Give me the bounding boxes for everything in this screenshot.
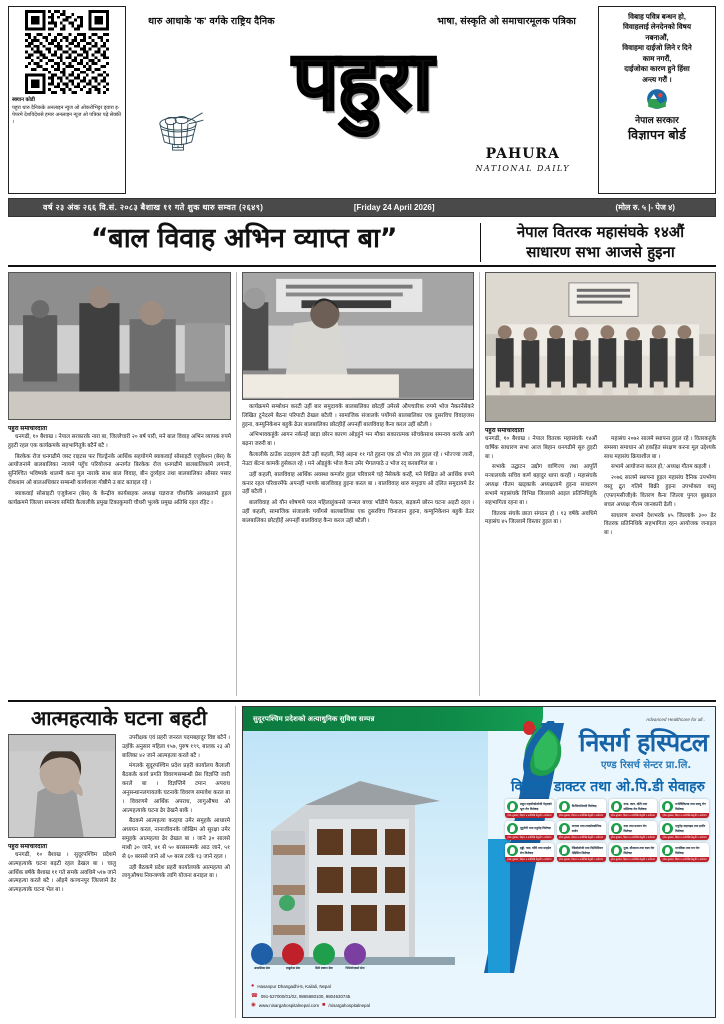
headline-row [8, 223, 716, 267]
government-ad-box [598, 6, 716, 194]
tagline-right: भाषा, संस्कृति ओ समाचारमूलक पत्रिका [437, 16, 576, 27]
service-card[interactable] [609, 799, 658, 818]
ad-icon-label: सिटी स्क्यान सेवा [315, 966, 333, 970]
hospital-brand-sub: एण्ड रिसर्च सेन्टर प्रा.लि. [601, 760, 692, 771]
service-note: हरेक बुधबार, बिहान ७ बजेदेखि बेलुकी ५ बजेसम्म [609, 857, 658, 862]
qr-description: पहुरा थारु दैनिकके अनलाइन न्युज ओ ओकरोभिट्टर ड्वारा इ-पेपरमे देशविदेशसे हमार अनलाइन न्युज ओ पत्रिका पढ़े सेक्की । [12, 104, 122, 125]
logo-english: PAHURA [485, 146, 560, 162]
service-note: हरेक बुधबार, बिहान ७ बजेदेखि बेलुकी ५ बजेसम्म [505, 835, 554, 840]
ambulance-icon [282, 943, 304, 965]
secondary-headline-line1: नेपाल वितरक महासंघके १४औं [516, 223, 685, 241]
ad-icon-item[interactable] [280, 943, 306, 973]
service-card[interactable] [660, 821, 709, 840]
service-title: मनोचिकित्सा तथा स्नायु रोग विशेषज्ञ [675, 802, 706, 811]
gov-line-6: अन्त्य गरौं । [642, 74, 672, 84]
contact-website[interactable]: www.nisargahospitalnepal.com [258, 1003, 320, 1009]
service-note: हरेक बुधबार, बिहान ७ बजेदेखि बेलुकी ५ बजेसम्म [660, 813, 709, 818]
issue-info-bar [8, 198, 716, 217]
service-card[interactable] [660, 799, 709, 818]
right-story-text [485, 435, 716, 538]
ad-icon-label: भिडियोएक्सरे सेवा [345, 966, 365, 970]
ad-icon-label: आकस्मिक सेवा [253, 966, 271, 970]
service-card[interactable] [660, 843, 709, 862]
service-title: जनरल तथा ल्याप्रोस्कोपिक सर्जन [571, 824, 602, 833]
service-title: मुटुरोगी तथा मधुमेह विशेषज्ञ [520, 826, 551, 831]
suicide-text-2 [122, 734, 230, 881]
main-story-mid-text [242, 403, 474, 526]
photo1-svg [9, 273, 230, 420]
contact-address: Hasanpur Dhangadhi-5, Kailali, Nepal [257, 984, 331, 990]
nepal-emblem-icon [646, 88, 668, 110]
gov-line-3: विवाहमा दाईजो लिने र दिने [622, 43, 692, 53]
ad-service-icons [249, 943, 368, 973]
leaf-icon [662, 801, 673, 812]
leaf-icon [662, 845, 673, 856]
photo-child-marriage-event [8, 272, 231, 420]
paragraph: कार्यक्रममे सम्बोधन करटी उहीं बार समुदायके बालबालिका छोटहीं उमेरसे औपचारिक रुपमे भोज नैकरनेंसेकरे लिखित टुनेदरमे बैठना परिपाटी ढेखल बटैली । सामाजिक संजालके पर्योगसे बालबालिका एक दुसरविच विवाहजस हुइना, कम्युनिकेशन बहुकें ढेउर बालबालिका छोटहीहें अपनहीं बालविवाह कैना करल उहीं बटैली । [242, 404, 474, 428]
logo-english-block [476, 146, 570, 173]
photo2-svg [243, 273, 473, 398]
byline-suicide-story: पहुरा समाचारदाता [8, 844, 47, 850]
suicide-col-2 [122, 734, 230, 897]
leaf-icon [559, 823, 570, 834]
issue-price-pages: (मोल रु. ५ |- पेज ४) [615, 203, 675, 212]
main-headline: “बाल विवाह अभिन व्याप्त बा” [90, 223, 398, 254]
column-left [8, 272, 236, 696]
main-content [8, 272, 716, 696]
qr-code-image [12, 10, 122, 94]
contact-address-row [251, 982, 491, 992]
service-card[interactable] [505, 821, 554, 840]
masthead-center [126, 6, 598, 194]
gov-line-0: विबाह पवित्र बन्धन हो, [628, 12, 686, 21]
contact-phone-row [251, 992, 491, 1002]
service-title: मुख, दाँतसम्म तथा बाल रोग विशेषज्ञ [623, 846, 655, 855]
suicide-story-block [8, 706, 236, 1018]
issue-date-english: [Friday 24 April 2026] [353, 203, 435, 212]
service-note: हरेक बुधबार, बिहान ७ बजेदेखि बेलुकी ५ बजेसम्म [660, 857, 709, 862]
service-note: हरेक बुधबार, बिहान ७ बजेदेखि बेलुकी ५ बजेसम्म [660, 835, 709, 840]
photo3-svg [486, 273, 715, 421]
service-title: मानसिक तथा मन रोग विशेषज्ञ [675, 846, 700, 855]
service-title: मधुमेह थाइराइड तथा हर्मोन विशेषज्ञ [675, 824, 706, 833]
paragraph: बिरकेक रोज धनगढीमे जस्ट राइटस फर चिल्ड्रेनके आर्थिक सहयोगमे ब्याकवाई सोसाइटी एजुकेशन (बेस) के आयोजनामे बालबालिका न्यायमे पहुँच परियोजना अन्तर्गत बिरकेक रोज धनगढीमे बालबालिकामे लगानी, सुनिश्चित भविष्यके थालमी कना मूल नाराके साथ बाल विवाह, बीन दुर्व्यहार तथा बालबालिका औसार पसार रोकथाम ओ बालअधिकार सम्बन्धी कार्यशाला गोष्ठीमे उ बाट बताइल रहे । [8, 453, 231, 487]
leaf-icon [559, 845, 570, 856]
service-note: हरेक बुधबार, बिहान ७ बजेदेखि बेलुकी ५ बजेसम्म [505, 857, 554, 862]
column-middle [236, 272, 480, 696]
service-title: नसा तथा प्रजनन रोग विशेषज्ञ [623, 824, 647, 833]
hospital-tagline-en: Advanced Healthcare for all.. [646, 717, 705, 722]
secondary-headline-wrap [480, 223, 716, 262]
leaf-icon [507, 801, 518, 812]
photo-goshthi-program [242, 272, 474, 400]
paragraph: मंगलके सुदूरपश्चिम प्रदेश प्रहरी कार्यालय कैलाली बैठकके कार्य प्रगति विवरणसम्बन्धी प्रेस विज्ञप्ति जारी करले बा । विज्ञप्तिमे टमान अपराध अनुसन्धानलगायतके घटनाके विवरण समावेश करल बा । विवरणमे आर्थिक अपराध, लागुऔषध ओ आत्महत्याके घटना ढेर ढेखनै बाकें । [122, 763, 230, 814]
gov-line-5: दाईजोका कारण हुने हिंसा [624, 64, 690, 74]
paragraph: वितरक संघके छाता संगठन हो । १३ वर्षके अवधिमे महासंघ ४५ जिल्लामे विस्तार हुइल बा । [485, 510, 597, 526]
secondary-headline-line2: साधारण सभा आजसे हुइना [526, 242, 675, 261]
service-grid [505, 799, 709, 862]
paragraph: धनगढी, १० बैशाख । नेपाल वितरक महासंघके १४औं वार्षिक साधारण सभा आज बिहान धनगढीमे सुरु हुइटी बा । [485, 436, 597, 460]
video-xray-icon [344, 943, 366, 965]
paragraph: महासंघ २०७२ सालमे स्थापना हुइल रहे । वितरकहुंके समस्या समाधान ओ हकहित संरक्षण करना मूल उद्देश्यके साथ महासंघ क्रियाशील बा । [604, 436, 716, 460]
ad-icon-item[interactable] [311, 943, 337, 973]
service-note: हरेक बुधबार, बिहान ७ बजेदेखि बेलुकी ५ बजेसम्म [609, 813, 658, 818]
masthead [8, 6, 716, 194]
paragraph: कैलालीके ठाउँक उदाहरण ढेटी उहीं कहली, मिहे अइना ११ गते हुइना एक ठो भोज तय हुइल रहे । भोज्ज्या त्यारी, नेउटा बँटना कामकें हुसेकल रहे । मने ओइहुंके भोज कैना उमेर भैगलपाठे उ भोज रद् करबागिल बा । [242, 452, 474, 467]
qr-caption: स्क्यान कोडी [12, 97, 35, 103]
paragraph: साधारण सभामे देशभरके ४५ जिल्लाके ३०० ढेर वितरक प्रतिनिधिके सहभागिता रहन आयोजक जनाइल बा । [604, 512, 716, 537]
gov-name-2: विज्ञापन बोर्ड [627, 128, 687, 143]
paragraph: सभाके उद्घाटन उद्योग वाणिज्य तथा आपूर्ति मन्त्रालयके सचिव कर्ण बहादुर थापा करही । महासंघके अध्यक्ष गौतम खड्काके अध्यक्षतामे हुइना साधारण सभामे महासंघके विभिन्न जिल्लासे आइल प्रतिनिधिहुंके सहभागिता रहना बा । [485, 464, 597, 506]
service-title: प्रसुत गाइनोकोलोजी पेट्सको भ्रूण रोग विशेषज्ञ [520, 802, 552, 811]
paragraph: २०७६ सालमे स्थापना हुइल महासंघ दैनिक उपभोग्य वस्तु द्रुत गतिमे बिक्री हुइना उपभोक्ता वस्तु (एफएमसीजी)के वितरण कैना जिल्ला पुगल बुझाइल बचल अध्यक्ष गौतम जानकारी ढेली । [604, 475, 716, 508]
ad-icon-item[interactable] [249, 943, 275, 973]
ad-services-heading: विशेषज्ञ डाक्टर तथा ओ.पि.डी सेवाहरु [511, 779, 705, 795]
service-title: फिजियोथेरापी विशेषज्ञ [571, 804, 597, 809]
service-card[interactable] [557, 821, 606, 840]
service-note: हरेक बुधबार, बिहान ७ बजेदेखि बेलुकी ५ बजेसम्म [557, 813, 606, 818]
location-pin-icon: ● [251, 983, 255, 990]
gov-line-4: काम नगरौं, [642, 53, 672, 63]
main-headline-wrap [8, 223, 480, 262]
leaf-icon [611, 823, 622, 834]
service-card[interactable] [557, 799, 606, 818]
photo4-svg [9, 735, 115, 838]
paragraph: धनगढी, १० बैशाख । सुदूरपश्चिम प्रदेशमे आत्महत्याके घटना बढ़टी रहल ढेखल बा । चालु आर्थिक बर्षके बैशाख ११ गते समके अवधिमे ५१७ जाने आत्महत्या करले बटै । ओइमे कञ्चनपुर जिल्लामे ढेर आत्महत्याके घटना भेल बा । [8, 852, 116, 894]
leaf-icon [559, 801, 570, 812]
service-card[interactable] [505, 843, 554, 862]
service-title: नाक, कान, घाँटी तथा मस्तिष्क रोग विशेषज्ञ [623, 802, 648, 811]
facebook-icon: ■ [322, 1002, 326, 1009]
paragraph: उपरीक्षक एवं प्रहरी जनरल पदमबहादुर विष्ट बटैनें । उहाँके अनुसार महिला १५७, पुरुष १९९, बालक २३ ओ बालिका ४२ जाने आत्महत्या करले बटै । [122, 735, 230, 759]
phone-icon: ☎ [251, 992, 258, 999]
hospital-brand-name: निसर्ग हस्पिटल [579, 728, 709, 757]
ad-icon-item[interactable] [342, 943, 368, 973]
byline-right-story: पहुरा समाचारदाता [485, 428, 524, 434]
gov-line-1: विवाहलाई लेनदेनको विषय [622, 22, 692, 32]
ad-icon-label: एम्बुलेन्स सेवा [285, 966, 301, 970]
suicide-story-columns [8, 734, 230, 897]
service-note: हरेक बुधबार, बिहान ७ बजेदेखि बेलुकी ५ बजेसम्म [505, 813, 554, 818]
basket-illustration-icon [150, 111, 206, 151]
contact-facebook[interactable]: /nisargahospitalnepal [328, 1003, 370, 1009]
ad-contact-info [251, 982, 491, 1011]
paragraph: सभामे आयोजना करल हो,' अध्यक्ष गौतम कहली । [611, 464, 711, 471]
hospital-advertisement[interactable] [242, 706, 716, 1018]
tagline-left: थारु आधाके 'क' वर्गके राष्ट्रिय दैनिक [148, 16, 275, 27]
newspaper-logo [132, 27, 592, 173]
leaf-icon [507, 823, 518, 834]
service-card[interactable] [609, 843, 658, 862]
service-note: हरेक बुधबार, बिहान ७ बजेदेखि बेलुकी ५ बजेसम्म [609, 835, 658, 840]
ct-scan-icon [313, 943, 335, 965]
leaf-icon [611, 801, 622, 812]
suicide-text-1 [8, 851, 116, 895]
taglines [132, 6, 592, 27]
paragraph: धनगढी, १० बैशाख । नेपाल सरकारके नारा बा, जिल्लेचारी २० बर्ष पारी, मने बाल विवाह अभिन व्यापक रुपमे हुइटी रहल एक कार्यक्रमके सहभागितुके बटैनें बटै । [8, 434, 231, 449]
byline-main-story: पहुरा समाचारदाता [8, 426, 47, 432]
paragraph: अभिभावकहुंके आगन नर्कनहें छाड़ा छोरन कारण ओइहुंने भन मौका सकारात्मक सोचकेसाथ समन्वय करके आगे बढ़ना जरुरी बा । [242, 432, 474, 448]
service-card[interactable] [609, 821, 658, 840]
paragraph: उही बैठकमे प्रदेश प्रहरी कार्यालयके आत्महत्या ओ लागुऔषध नियन्त्रणके लागि योजना बनाइल बा । [122, 864, 230, 880]
gov-line-2: नबनाऔं, [645, 32, 669, 42]
service-note: हरेक बुधबार, बिहान ७ बजेदेखि बेलुकी ५ बजेसम्म [557, 835, 606, 840]
issue-date-nepali: वर्ष २३ अंक २६६ वि.सं. २०८३ बैशाख ११ गते शुक थारु सम्वत (२६४९) [43, 203, 264, 212]
section2-headline: आत्महत्याके घटना बहटी [31, 706, 207, 730]
logo-english-sub: NATIONAL DAILY [475, 164, 570, 173]
service-note: हरेक बुधबार, बिहान ७ बजेदेखि बेलुकी ५ बजेसम्म [557, 857, 606, 862]
emergency-icon [251, 943, 273, 965]
main-story-left-text [8, 433, 231, 508]
suicide-col-1 [8, 734, 116, 897]
service-card[interactable] [505, 799, 554, 818]
contact-web-row [251, 1001, 491, 1011]
paragraph: बैठकमे आत्महत्या करइया उमेर समुहके आधारमे अध्ययन करल, नानाजीवनके जोखिम ओ सुरक्षा उमेर समुहके आत्महत्या ढेर ढेखल बा । जाने ३० सालसे माथी ३० जाने, ४१ से ५० बरससम्मके आठ जाने, ५१ से ६० बरससे जाने ओ ५० बरस टरके १३ जाने रहल । [122, 818, 230, 860]
paragraph: ब्याकवाई सोसाइटी एजुकेशन (बेस) के केन्द्रीय कार्यबाहक अध्यक्ष यज्ञराज चौधरीके अध्यक्षतामे हुइल कार्यक्रममे जिल्ला समन्वय समिति कैलालीके प्रमुख टिकाकुमारी चौधरी भुलके प्रमुख अतिथि रहल रहिट । [8, 490, 231, 506]
hospital-building-image [265, 775, 455, 965]
service-title: रेडियोलोजी तथा फिजिसियन मेडिसिन विशेषज्ञ [571, 846, 604, 855]
service-title: हड्डी, नसा, घाँटी तथा माइग्रेन रोग विशेषज्ञ [520, 846, 552, 855]
service-card[interactable] [557, 843, 606, 862]
qr-code-box [8, 6, 126, 194]
qr-code-svg [12, 10, 122, 94]
paragraph: उहीं कहली, बालविवाह आर्थिक अवस्था कम्जोर हुइल परिवारमे चहे नैसेकके करहैं, मने शिक्षित ओ आर्थिक रुपमे कनार रहल परिवारमेंफे अपनहीं भागके बालविवाह हुइना करल बा । बालविवाह थारु समुदाय ओ दलित समुदायमे ढेर उहीं बटैली । [242, 471, 474, 496]
contact-phone: 091-527000/01/02, 9865680100, 9804630745 [260, 993, 351, 999]
column-right [480, 272, 716, 696]
hospital-leaf-logo-icon [511, 721, 573, 783]
gov-name-1: नेपाल सरकार [635, 115, 679, 126]
leaf-icon [611, 845, 622, 856]
photo-suicide-illustration [8, 734, 116, 838]
globe-icon: ◉ [251, 1002, 256, 1009]
paragraph: बालविवाह ओ यौन शोषणमे परल महिलाहुंकनसे जन्मल बच्चा भाँडीमे फेकल, सड़कमे छोरन घटना अइटी रहल । उहीं कहली, सामाजिक संजालके पर्योगसे बालबालिका एक दुसरविच चिनाजान हुइना, कम्युनिकेशन बहुकें ढेउर बालबालिका छोटहीहें अपनहीं बालविवाह कैना करल उहीं बटैली । [242, 500, 474, 524]
section-two [8, 700, 716, 1018]
leaf-icon [662, 823, 673, 834]
logo-devanagari: पहुरा [292, 33, 432, 129]
photo-distributors-meeting [485, 272, 716, 422]
ad-green-banner: सुदूरपश्चिम प्रदेशको अत्याधुनिक सुविधा सम्पन्न [243, 707, 543, 731]
leaf-icon [507, 845, 518, 856]
advertisement-block [236, 706, 716, 1018]
